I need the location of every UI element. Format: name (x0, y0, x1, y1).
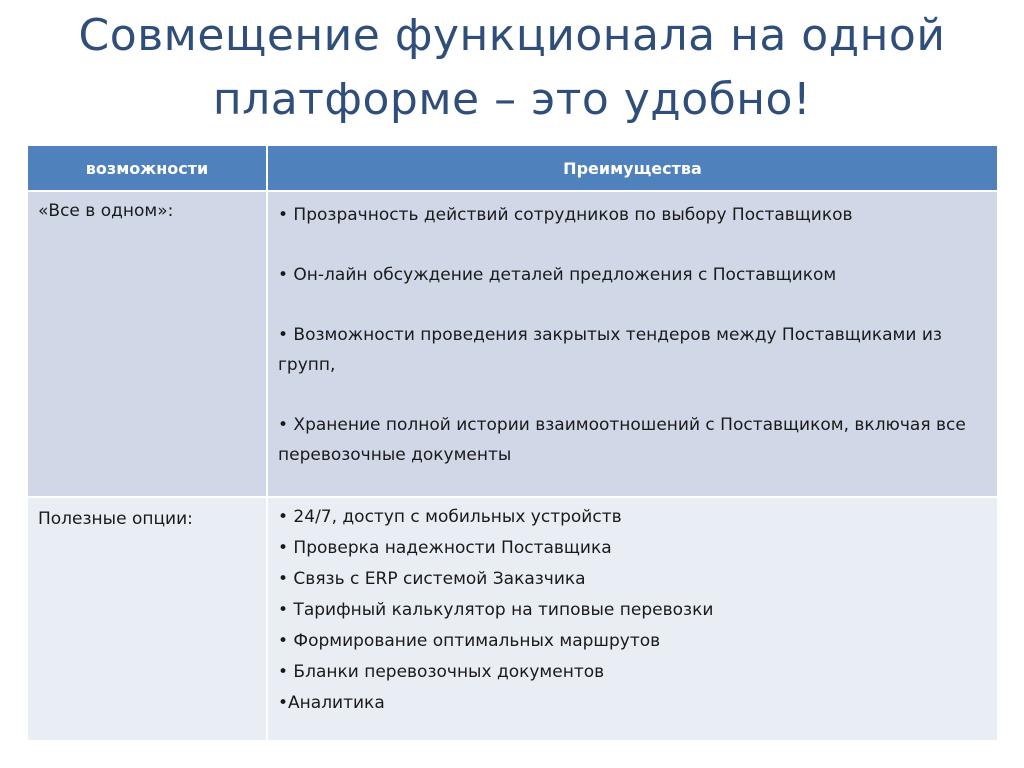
slide-title-line-1: Совмещение функционала на одной (78, 10, 946, 61)
list-item: • Возможности проведения закрытых тендеров между Поставщиками из групп, (278, 325, 942, 375)
advantages-list (267, 191, 998, 497)
list-item: • Формирование оптимальных маршрутов (278, 631, 661, 651)
table-header-row (27, 145, 998, 191)
slide-title-line-2: платформе – это удобно! (212, 74, 812, 125)
list-item: • Бланки перевозочных документов (278, 662, 605, 682)
options-list (267, 497, 998, 741)
list-item: • Тарифный калькулятор на типовые перевозки (278, 600, 714, 620)
list-item: • Он-лайн обсуждение деталей предложения с Поставщиком (278, 265, 837, 285)
features-table (26, 144, 999, 742)
list-item: • Связь с ERP системой Заказчика (278, 569, 586, 589)
header-capabilities: возможности (27, 145, 267, 191)
list-item: • Проверка надежности Поставщика (278, 538, 612, 558)
table-row (27, 497, 998, 741)
row-label-useful-options: Полезные опции: (27, 497, 267, 741)
list-item: • Прозрачность действий сотрудников по выбору Поставщиков (278, 205, 853, 225)
row-label-all-in-one: «Все в одном»: (27, 191, 267, 497)
slide-title (40, 4, 984, 132)
list-item: •Аналитика (278, 693, 385, 713)
list-item: • Хранение полной истории взаимоотношений с Поставщиком, включая все перевозочные документы (278, 415, 966, 465)
header-advantages: Преимущества (267, 145, 998, 191)
list-item: • 24/7, доступ с мобильных устройств (278, 507, 622, 527)
table-row (27, 191, 998, 497)
